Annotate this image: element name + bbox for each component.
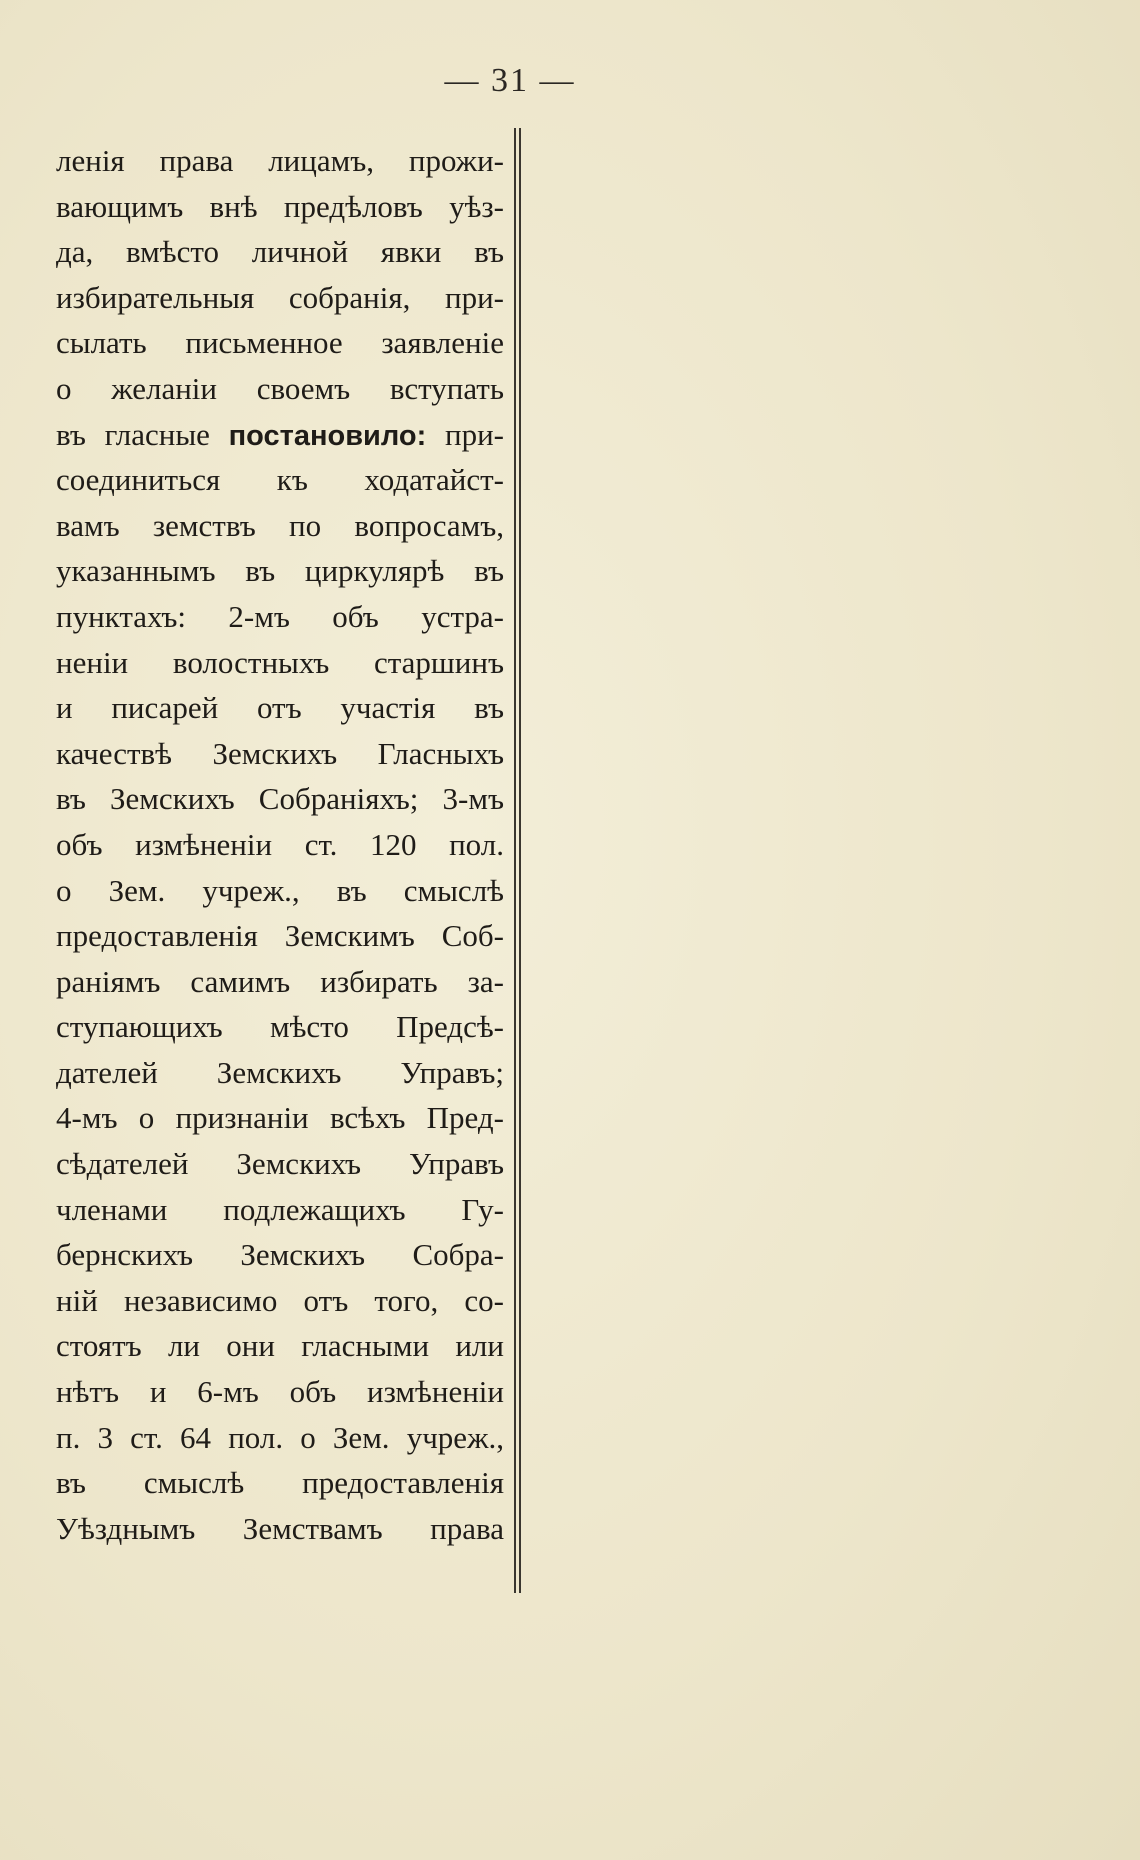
text-line: вающимъ внѣ предѣловъ уѣз- [56,188,504,224]
text-line: дателей Земскихъ Управъ; [56,1054,504,1090]
text-line: п. 3 ст. 64 пол. о Зем. учреж., [56,1419,504,1455]
column-rule-left [514,128,516,1593]
column-rule-right [519,128,521,1593]
text-line: 4-мъ о признаніи всѣхъ Пред- [56,1100,504,1136]
page-number: — 31 — [444,62,576,99]
text-line: ленія права лицамъ, прожи- [56,143,504,178]
text-line: о желаніи своемъ вступать [56,370,504,406]
text-line: неніи волостныхъ старшинъ [56,644,504,680]
text-line: раніямъ самимъ избирать за- [56,963,504,999]
text-line: Уѣзднымъ Земствамъ права [56,1510,504,1546]
text-line: ступающихъ мѣсто Предсѣ- [56,1009,504,1045]
text-line: въ смыслѣ предоставленія [56,1465,504,1501]
text-line: указаннымъ въ циркулярѣ въ [56,553,504,589]
text-line: и писарей отъ участія въ [56,690,504,726]
text-line: избирательныя собранія, при- [56,279,504,315]
text-line: о Зем. учреж., въ смыслѣ [56,872,504,908]
text-line: стоятъ ли они гласными или [56,1328,504,1364]
bold-keyword: постановило: [228,419,427,452]
text-line: бернскихъ Земскихъ Собра- [56,1237,504,1273]
text-line: нѣтъ и 6-мъ объ измѣненіи [56,1374,504,1410]
text-line: соединиться къ ходатайст- [56,462,504,498]
text-line: сѣдателей Земскихъ Управъ [56,1146,504,1182]
text-line: сылать письменное заявленіе [56,325,504,361]
text-line: вамъ земствъ по вопросамъ, [56,507,504,543]
text-line: предоставленія Земскимъ Соб- [56,918,504,954]
text-line: ній независимо отъ того, со- [56,1282,504,1318]
text-line-segment: въ гласные [56,416,229,452]
text-line: объ измѣненіи ст. 120 пол. [56,826,504,862]
text-line: качествѣ Земскихъ Гласныхъ [56,735,504,771]
text-line-segment: при- [426,416,504,452]
text-line: пунктахъ: 2-мъ объ устра- [56,598,504,634]
left-text-column [56,138,504,1551]
text-line: членами подлежащихъ Гу- [56,1191,504,1227]
text-line: въ Земскихъ Собраніяхъ; 3-мъ [56,781,504,817]
text-line [56,412,504,458]
text-line: да, вмѣсто личной явки въ [56,234,504,270]
bleed-line [528,138,968,184]
bleed-through-mirrored-text [528,138,968,1278]
